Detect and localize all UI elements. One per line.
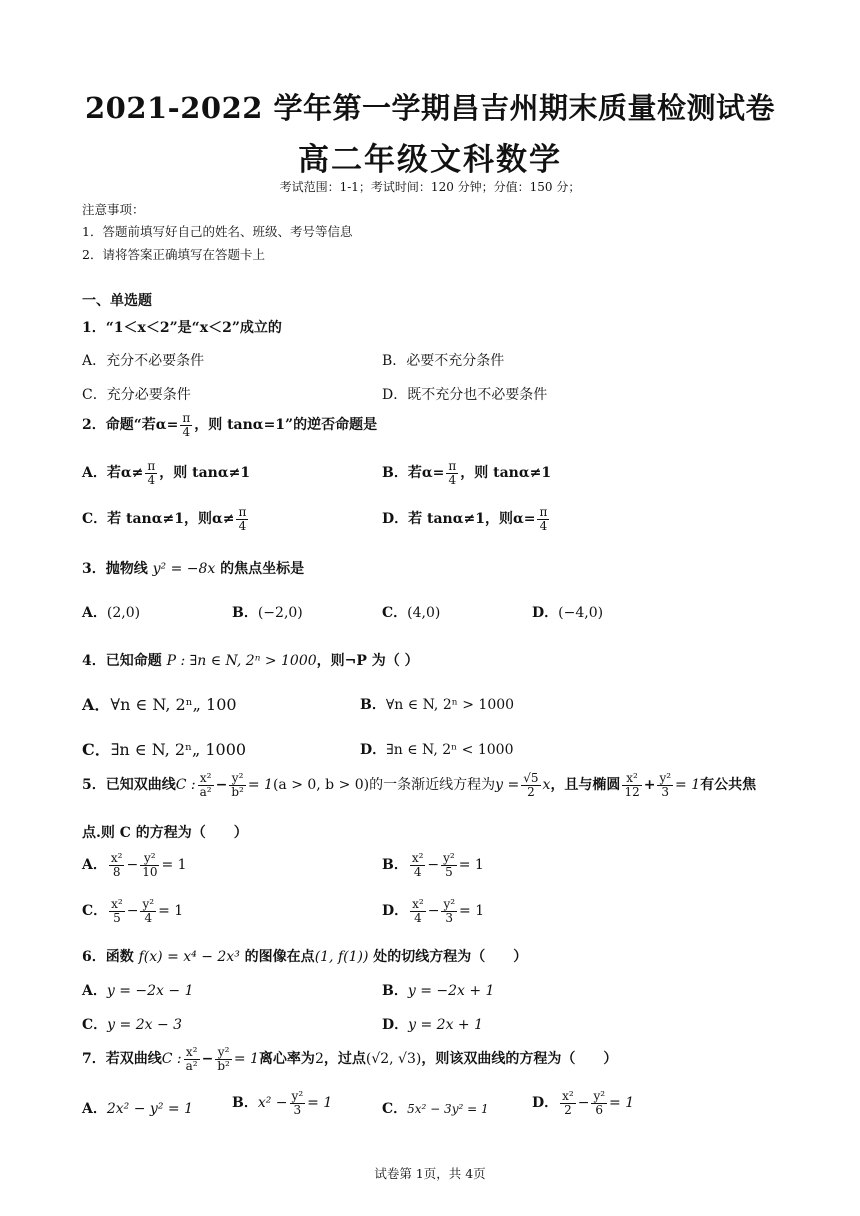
q2-option-d: D．若 tanα≠1，则α= $\frac{\pi}{4}$ [382, 505, 548, 533]
q2-option-b: B．若α= $\frac{\pi}{4}$ ，则 tanα≠1 [382, 459, 552, 487]
exam-subtitle: 高二年级文科数学 [298, 142, 562, 178]
q7-option-b: B．x² − $\frac{\text{y²}}{3}$ = 1 [232, 1089, 333, 1117]
q6-option-d: D．y = 2x + 1 [382, 1017, 484, 1033]
q7-option-c: C．5x² − 3y² = 1 [382, 1101, 489, 1117]
question-3-stem: 3．抛物线 y² = −8x 的焦点坐标是 [82, 561, 305, 577]
q2-stem-pre: 2．命题“若α= [82, 417, 179, 434]
q6-option-a: A．y = −2x − 1 [82, 983, 194, 999]
q3-option-b: B．(−2,0) [232, 605, 303, 621]
q4-option-a: A．∀n ∈ N, 2ⁿ„ 100 [82, 695, 237, 714]
question-1-stem: 1．“1＜x＜2”是“x＜2”成立的 [82, 320, 282, 336]
q6-option-b: B．y = −2x + 1 [382, 983, 495, 999]
q3-option-c: C．(4,0) [382, 605, 441, 621]
note-item: 1．答题前填写好自己的姓名、班级、考号等信息 [82, 224, 353, 239]
q3-option-d: D．(−4,0) [532, 605, 604, 621]
q1-option-d: D．既不充分也不必要条件 [382, 387, 548, 403]
pi-over-4: $\frac{\pi}{4}$ [182, 411, 191, 439]
q2-option-c: C．若 tanα≠1，则α≠ $\frac{\pi}{4}$ [82, 505, 247, 533]
q7-option-d: D． $\frac{\text{x²}}{2}$ − $\frac{\text{y²}}{6}$ = 1 [532, 1089, 635, 1117]
q1-option-b: B．必要不充分条件 [382, 353, 505, 369]
q4-option-c: C．∃n ∈ N, 2ⁿ„ 1000 [82, 740, 247, 759]
question-4-stem: 4．已知命题 P : ∃n ∈ N, 2ⁿ > 1000，则¬P 为（ ） [82, 653, 419, 669]
question-7-stem: 7．若双曲线C : $\frac{\text{x²}}{\text{a²}}$ − $\frac{\text{y²}}{\text{b²}}$ = 1离心率为2，过点(√2, √3)，则该双曲线的方程为（ ） [82, 1045, 618, 1073]
q5-option-b: B． $\frac{\text{x²}}{4}$ − $\frac{\text{y²}}{5}$ = 1 [382, 851, 484, 879]
q5-option-a: A． $\frac{\text{x²}}{8}$ − $\frac{\text{y²}}{10}$ = 1 [82, 851, 187, 879]
q4-option-b: B．∀n ∈ N, 2ⁿ > 1000 [360, 697, 515, 713]
exam-title: 2021-2022 学年第一学期昌吉州期末质量检测试卷 [84, 91, 776, 125]
q5-option-d: D． $\frac{\text{x²}}{4}$ − $\frac{\text{y²}}{3}$ = 1 [382, 897, 485, 925]
question-2-stem [82, 412, 377, 438]
exam-meta: 考试范围：1-1；考试时间：120 分钟；分值：150 分； [279, 180, 581, 194]
page-footer: 试卷第 1页，共 4页 [374, 1166, 486, 1181]
q1-option-a: A．充分不必要条件 [82, 353, 205, 369]
q1-option-c: C．充分必要条件 [82, 387, 191, 403]
q2-stem-post: ，则 tanα=1”的逆否命题是 [194, 417, 378, 434]
q5-option-c: C． $\frac{\text{x²}}{5}$ − $\frac{\text{y²}}{4}$ = 1 [82, 897, 184, 925]
q2-option-a: A．若α≠ $\frac{\pi}{4}$ ，则 tanα≠1 [82, 459, 251, 487]
q3-option-a: A．(2,0) [82, 605, 141, 621]
q6-option-c: C．y = 2x − 3 [82, 1017, 183, 1033]
section-heading: 一、单选题 [82, 293, 152, 309]
question-6-stem: 6．函数 f(x) = x⁴ − 2x³ 的图像在点(1, f(1)) 处的切线方程为（ ） [82, 949, 528, 965]
question-5-stem-line2: 点.则 C 的方程为（ ） [82, 825, 248, 841]
notes-heading: 注意事项： [82, 202, 145, 217]
q4-option-d: D．∃n ∈ N, 2ⁿ < 1000 [360, 742, 514, 758]
q7-option-a: A．2x² − y² = 1 [82, 1101, 193, 1117]
note-item: 2．请将答案正确填写在答题卡上 [82, 247, 265, 262]
question-5-stem: 5．已知双曲线C : $\frac{\text{x²}}{\text{a²}}$ − $\frac{\text{y²}}{\text{b²}}$ = 1(a > 0, b > 0)的一条渐近线方程为y = $\frac{√5}{2}$ x，且与椭圆 $\frac{\text{x²}}{12}$ + $\frac{\text{y²}}{3}$ = 1有公共焦 [82, 771, 757, 799]
